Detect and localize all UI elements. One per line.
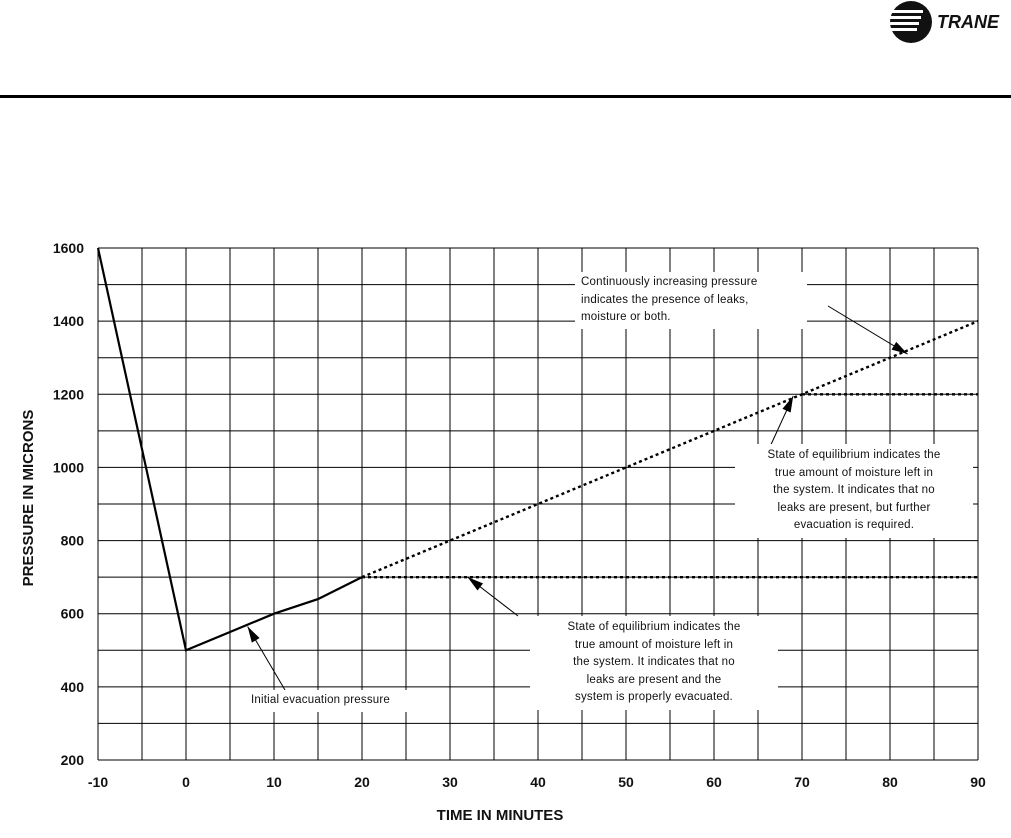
annotation-line: leaks are present and the (586, 673, 722, 686)
annotation-arrow-head (468, 577, 483, 590)
annotation-line: State of equilibrium indicates the (767, 449, 941, 461)
annotation-line: the system. It indicates that no (773, 484, 935, 496)
annotation-initial (245, 690, 447, 712)
y-tick-label: 800 (60, 532, 84, 549)
x-axis-label: TIME IN MINUTES (436, 807, 564, 824)
y-tick-label: 1400 (52, 313, 84, 330)
y-tick-label: 600 (60, 605, 84, 622)
annotation-line: State of equilibrium indicates the (567, 621, 741, 633)
annotation-arrow-head (892, 342, 908, 354)
annotation-arrow-head (782, 396, 793, 412)
x-tick-label: 70 (794, 774, 810, 790)
x-tick-label: 20 (354, 774, 370, 790)
annotation-line: leaks are present, but further (777, 501, 931, 514)
x-tick-label: 50 (618, 774, 634, 790)
annotation-equilibrium-proper (530, 616, 778, 710)
annotation-line: indicates the presence of leaks, (581, 293, 749, 306)
x-tick-label: 80 (882, 774, 898, 790)
annotation-line: system is properly evacuated. (575, 691, 733, 703)
x-tick-label: 0 (182, 774, 190, 790)
x-tick-label: 90 (970, 774, 986, 790)
x-tick-label: 60 (706, 774, 722, 790)
x-tick-label: 30 (442, 774, 458, 790)
y-tick-label: 1000 (52, 459, 84, 476)
y-tick-label: 400 (60, 678, 84, 695)
annotation-line: true amount of moisture left in (774, 466, 934, 479)
annotation-line: Initial evacuation pressure (251, 694, 391, 706)
annotation-line: the system. It indicates that no (573, 656, 735, 668)
y-tick-label: 1200 (52, 386, 84, 403)
x-tick-label: 10 (266, 774, 282, 790)
annotation-line: Continuously increasing pressure (581, 276, 758, 288)
y-tick-label: 200 (60, 752, 84, 768)
annotation-line: moisture or both. (581, 311, 671, 323)
annotation-line: evacuation is required. (793, 519, 915, 531)
annotation-equilibrium-further (735, 444, 973, 538)
annotation-line: true amount of moisture left in (574, 638, 734, 651)
x-tick-label: 40 (530, 774, 546, 790)
y-axis-label: PRESSURE IN MICRONS (20, 409, 37, 587)
annotation-leaks (575, 272, 807, 329)
x-tick-label: -10 (87, 774, 109, 790)
annotation-arrow-head (248, 627, 260, 643)
brand-name: TRANE (937, 12, 999, 32)
y-tick-label: 1600 (52, 240, 84, 256)
